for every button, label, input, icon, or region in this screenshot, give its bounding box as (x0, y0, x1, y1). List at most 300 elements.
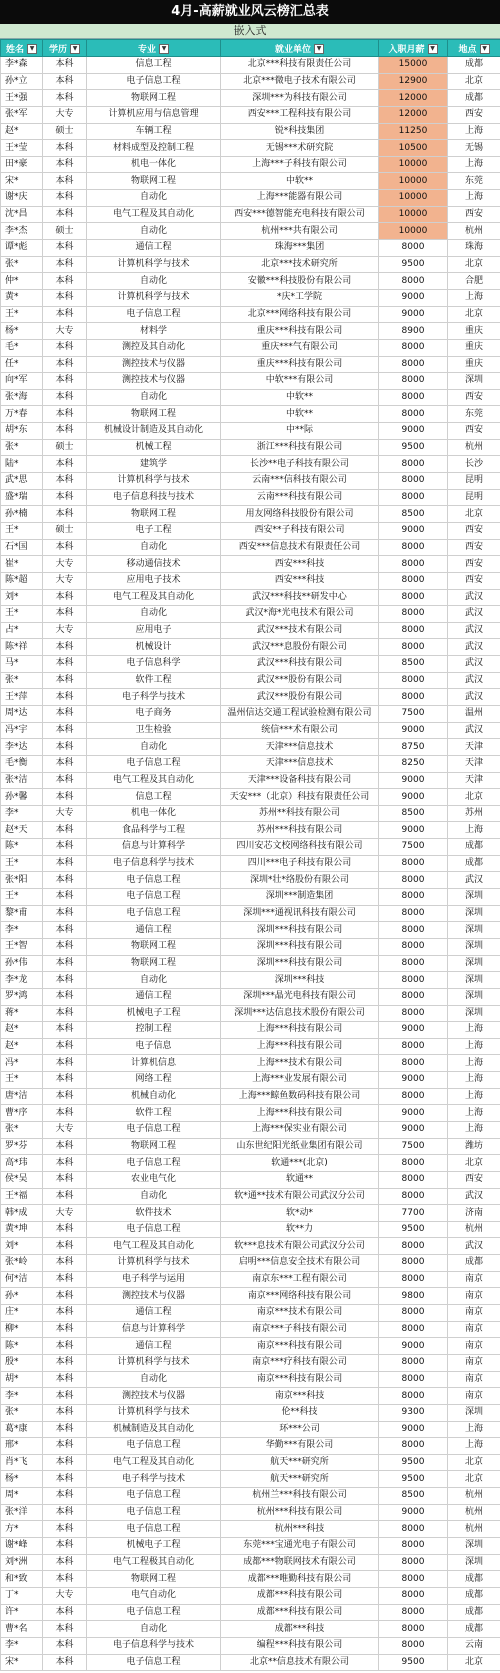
name-cell[interactable]: 王* (1, 522, 43, 539)
major-cell[interactable]: 电子信息工程 (87, 1504, 221, 1521)
degree-cell[interactable]: 本科 (43, 1305, 87, 1322)
major-cell[interactable]: 软件技术 (87, 1205, 221, 1222)
major-cell[interactable]: 自动化 (87, 1371, 221, 1388)
employer-cell[interactable]: 天津***信息技术 (221, 755, 379, 772)
major-cell[interactable]: 电子信息工程 (87, 1654, 221, 1671)
degree-cell[interactable]: 本科 (43, 1504, 87, 1521)
name-cell[interactable]: 方* (1, 1521, 43, 1538)
salary-cell[interactable]: 8000 (379, 955, 448, 972)
location-cell[interactable]: 上海 (448, 1022, 500, 1039)
degree-cell[interactable]: 本科 (43, 1038, 87, 1055)
salary-cell[interactable]: 15000 (379, 57, 448, 74)
salary-cell[interactable]: 8000 (379, 938, 448, 955)
degree-cell[interactable]: 本科 (43, 57, 87, 74)
salary-cell[interactable]: 9500 (379, 1654, 448, 1671)
employer-cell[interactable]: 南京***科技有限公司 (221, 1338, 379, 1355)
major-cell[interactable]: 测控技术与仪器 (87, 1288, 221, 1305)
degree-cell[interactable]: 本科 (43, 672, 87, 689)
degree-cell[interactable]: 本科 (43, 1321, 87, 1338)
employer-cell[interactable]: 武汉*海*光电技术有限公司 (221, 606, 379, 623)
name-cell[interactable]: 高*玮 (1, 1155, 43, 1172)
employer-cell[interactable]: 锐*科技集团 (221, 123, 379, 140)
salary-cell[interactable]: 8000 (379, 572, 448, 589)
location-cell[interactable]: 杭州 (448, 439, 500, 456)
degree-cell[interactable]: 大专 (43, 805, 87, 822)
name-cell[interactable]: 谢*庆 (1, 190, 43, 207)
name-cell[interactable]: 王* (1, 1072, 43, 1089)
name-cell[interactable]: 陆* (1, 456, 43, 473)
major-cell[interactable]: 计算机科学与技术 (87, 289, 221, 306)
location-cell[interactable]: 北京 (448, 256, 500, 273)
location-cell[interactable]: 杭州 (448, 1221, 500, 1238)
major-cell[interactable]: 电子信息工程 (87, 1604, 221, 1621)
name-cell[interactable]: 张*洁 (1, 772, 43, 789)
header-name[interactable]: 姓名 ▼ (1, 40, 43, 57)
name-cell[interactable]: 黎*甫 (1, 905, 43, 922)
degree-cell[interactable]: 本科 (43, 206, 87, 223)
salary-cell[interactable]: 9300 (379, 1404, 448, 1421)
major-cell[interactable]: 电气工程极其自动化 (87, 1554, 221, 1571)
location-cell[interactable]: 上海 (448, 289, 500, 306)
employer-cell[interactable]: 中**际 (221, 423, 379, 440)
salary-cell[interactable]: 8000 (379, 1171, 448, 1188)
major-cell[interactable]: 通信工程 (87, 1305, 221, 1322)
location-cell[interactable]: 南京 (448, 1271, 500, 1288)
salary-cell[interactable]: 8000 (379, 1238, 448, 1255)
name-cell[interactable]: 胡*东 (1, 423, 43, 440)
employer-cell[interactable]: 武汉***技术有限公司 (221, 622, 379, 639)
degree-cell[interactable]: 本科 (43, 1221, 87, 1238)
employer-cell[interactable]: 西安**子科技有限公司 (221, 522, 379, 539)
name-cell[interactable]: 孙*立 (1, 73, 43, 90)
header-degree[interactable]: 学历 ▼ (43, 40, 87, 57)
location-cell[interactable]: 成都 (448, 1604, 500, 1621)
salary-cell[interactable]: 8000 (379, 922, 448, 939)
degree-cell[interactable]: 本科 (43, 988, 87, 1005)
employer-cell[interactable]: 上海***业发展有限公司 (221, 1072, 379, 1089)
name-cell[interactable]: 和*致 (1, 1571, 43, 1588)
salary-cell[interactable]: 8900 (379, 323, 448, 340)
name-cell[interactable]: 刘* (1, 1238, 43, 1255)
location-cell[interactable]: 西安 (448, 106, 500, 123)
major-cell[interactable]: 机械电子工程 (87, 1005, 221, 1022)
degree-cell[interactable]: 本科 (43, 389, 87, 406)
degree-cell[interactable]: 本科 (43, 789, 87, 806)
name-cell[interactable]: 孙*伟 (1, 955, 43, 972)
major-cell[interactable]: 计算机应用与信息管理 (87, 106, 221, 123)
location-cell[interactable]: 南京 (448, 1305, 500, 1322)
major-cell[interactable]: 电子信息工程 (87, 755, 221, 772)
salary-cell[interactable]: 8000 (379, 489, 448, 506)
major-cell[interactable]: 物联网工程 (87, 938, 221, 955)
degree-cell[interactable]: 大专 (43, 323, 87, 340)
name-cell[interactable]: 李* (1, 1388, 43, 1405)
name-cell[interactable]: 张* (1, 256, 43, 273)
name-cell[interactable]: 殷* (1, 1354, 43, 1371)
name-cell[interactable]: 唐*洁 (1, 1088, 43, 1105)
salary-cell[interactable]: 12000 (379, 106, 448, 123)
employer-cell[interactable]: *庆*工学院 (221, 289, 379, 306)
major-cell[interactable]: 电子信息工程 (87, 1221, 221, 1238)
name-cell[interactable]: 石*国 (1, 539, 43, 556)
employer-cell[interactable]: 南京***科技有限公司 (221, 1371, 379, 1388)
degree-cell[interactable]: 本科 (43, 639, 87, 656)
degree-cell[interactable]: 本科 (43, 1538, 87, 1555)
location-cell[interactable]: 上海 (448, 1438, 500, 1455)
salary-cell[interactable]: 8000 (379, 639, 448, 656)
location-cell[interactable]: 珠海 (448, 240, 500, 257)
degree-cell[interactable]: 本科 (43, 722, 87, 739)
location-cell[interactable]: 上海 (448, 822, 500, 839)
location-cell[interactable]: 深圳 (448, 889, 500, 906)
location-cell[interactable]: 北京 (448, 1654, 500, 1671)
employer-cell[interactable]: 软***息技术有限公司武汉分公司 (221, 1238, 379, 1255)
name-cell[interactable]: 柳* (1, 1321, 43, 1338)
name-cell[interactable]: 罗*芬 (1, 1138, 43, 1155)
location-cell[interactable]: 深圳 (448, 988, 500, 1005)
employer-cell[interactable]: 中软** (221, 406, 379, 423)
location-cell[interactable]: 西安 (448, 539, 500, 556)
employer-cell[interactable]: 安徽***科技股份有限公司 (221, 273, 379, 290)
salary-cell[interactable]: 7700 (379, 1205, 448, 1222)
location-cell[interactable]: 深圳 (448, 938, 500, 955)
major-cell[interactable]: 自动化 (87, 1621, 221, 1638)
name-cell[interactable]: 李* (1, 1637, 43, 1654)
header-major[interactable]: 专业 ▼ (87, 40, 221, 57)
major-cell[interactable]: 计算机科学与技术 (87, 1354, 221, 1371)
employer-cell[interactable]: 武汉***息股份有限公司 (221, 639, 379, 656)
major-cell[interactable]: 软件工程 (87, 672, 221, 689)
degree-cell[interactable]: 大专 (43, 1587, 87, 1604)
major-cell[interactable]: 自动化 (87, 539, 221, 556)
name-cell[interactable]: 王* (1, 306, 43, 323)
location-cell[interactable]: 西安 (448, 206, 500, 223)
salary-cell[interactable]: 8000 (379, 1088, 448, 1105)
location-cell[interactable]: 南京 (448, 1288, 500, 1305)
location-cell[interactable]: 潍坊 (448, 1138, 500, 1155)
degree-cell[interactable]: 本科 (43, 689, 87, 706)
location-cell[interactable]: 北京 (448, 1471, 500, 1488)
major-cell[interactable]: 机电一体化 (87, 805, 221, 822)
salary-cell[interactable]: 8000 (379, 1554, 448, 1571)
name-cell[interactable]: 陈* (1, 1338, 43, 1355)
major-cell[interactable]: 机械电子工程 (87, 1538, 221, 1555)
degree-cell[interactable]: 本科 (43, 156, 87, 173)
employer-cell[interactable]: 南京东***工程有限公司 (221, 1271, 379, 1288)
location-cell[interactable]: 武汉 (448, 622, 500, 639)
major-cell[interactable]: 机械设计 (87, 639, 221, 656)
degree-cell[interactable]: 本科 (43, 1072, 87, 1089)
location-cell[interactable]: 重庆 (448, 356, 500, 373)
employer-cell[interactable]: 南京***网络科技有限公司 (221, 1288, 379, 1305)
degree-cell[interactable]: 大专 (43, 106, 87, 123)
salary-cell[interactable]: 10000 (379, 190, 448, 207)
employer-cell[interactable]: 航天***研究所 (221, 1454, 379, 1471)
location-cell[interactable]: 上海 (448, 190, 500, 207)
degree-cell[interactable]: 本科 (43, 406, 87, 423)
degree-cell[interactable]: 硕士 (43, 223, 87, 240)
employer-cell[interactable]: 上海***技术有限公司 (221, 1055, 379, 1072)
name-cell[interactable]: 冯*宇 (1, 722, 43, 739)
salary-cell[interactable]: 7500 (379, 839, 448, 856)
salary-cell[interactable]: 8000 (379, 1055, 448, 1072)
degree-cell[interactable]: 本科 (43, 972, 87, 989)
salary-cell[interactable]: 10500 (379, 140, 448, 157)
location-cell[interactable]: 深圳 (448, 1005, 500, 1022)
location-cell[interactable]: 武汉 (448, 872, 500, 889)
name-cell[interactable]: 黄* (1, 289, 43, 306)
employer-cell[interactable]: 山东世纪阳光纸业集团有限公司 (221, 1138, 379, 1155)
location-cell[interactable]: 成都 (448, 1571, 500, 1588)
salary-cell[interactable]: 8000 (379, 905, 448, 922)
salary-cell[interactable]: 7500 (379, 705, 448, 722)
salary-cell[interactable]: 8000 (379, 556, 448, 573)
major-cell[interactable]: 电子科学与运用 (87, 1271, 221, 1288)
salary-cell[interactable]: 8000 (379, 1371, 448, 1388)
employer-cell[interactable]: 成都***科技有限公司 (221, 1587, 379, 1604)
name-cell[interactable]: 沈*昌 (1, 206, 43, 223)
location-cell[interactable]: 西安 (448, 389, 500, 406)
degree-cell[interactable]: 本科 (43, 822, 87, 839)
salary-cell[interactable]: 8000 (379, 1155, 448, 1172)
employer-cell[interactable]: 上海***子科技有限公司 (221, 156, 379, 173)
degree-cell[interactable]: 本科 (43, 1571, 87, 1588)
degree-cell[interactable]: 硕士 (43, 522, 87, 539)
major-cell[interactable]: 电子信息工程 (87, 1155, 221, 1172)
location-cell[interactable]: 成都 (448, 57, 500, 74)
name-cell[interactable]: 宋* (1, 1654, 43, 1671)
degree-cell[interactable]: 本科 (43, 889, 87, 906)
major-cell[interactable]: 材料成型及控制工程 (87, 140, 221, 157)
employer-cell[interactable]: 编程***科技有限公司 (221, 1637, 379, 1654)
name-cell[interactable]: 王* (1, 606, 43, 623)
degree-cell[interactable]: 本科 (43, 739, 87, 756)
major-cell[interactable]: 物联网工程 (87, 1571, 221, 1588)
employer-cell[interactable]: 成都***科技 (221, 1621, 379, 1638)
degree-cell[interactable]: 本科 (43, 1138, 87, 1155)
salary-cell[interactable]: 8000 (379, 1321, 448, 1338)
location-cell[interactable]: 北京 (448, 506, 500, 523)
location-cell[interactable]: 深圳 (448, 373, 500, 390)
employer-cell[interactable]: 杭州***科技有限公司 (221, 1504, 379, 1521)
major-cell[interactable]: 电子信息科学 (87, 656, 221, 673)
salary-cell[interactable]: 9000 (379, 822, 448, 839)
location-cell[interactable]: 西安 (448, 556, 500, 573)
location-cell[interactable]: 成都 (448, 1621, 500, 1638)
name-cell[interactable]: 邢* (1, 1438, 43, 1455)
degree-cell[interactable]: 本科 (43, 173, 87, 190)
name-cell[interactable]: 张*军 (1, 106, 43, 123)
employer-cell[interactable]: 西安***信息技术有限责任公司 (221, 539, 379, 556)
location-cell[interactable]: 武汉 (448, 689, 500, 706)
salary-cell[interactable]: 8000 (379, 240, 448, 257)
location-cell[interactable]: 杭州 (448, 1488, 500, 1505)
name-cell[interactable]: 张* (1, 439, 43, 456)
major-cell[interactable]: 电气工程及其自动化 (87, 1454, 221, 1471)
major-cell[interactable]: 计算机科学与技术 (87, 473, 221, 490)
degree-cell[interactable]: 本科 (43, 423, 87, 440)
degree-cell[interactable]: 本科 (43, 905, 87, 922)
name-cell[interactable]: 赵* (1, 1038, 43, 1055)
salary-cell[interactable]: 8500 (379, 656, 448, 673)
location-cell[interactable]: 深圳 (448, 1404, 500, 1421)
salary-cell[interactable]: 9500 (379, 1221, 448, 1238)
employer-cell[interactable]: 中软** (221, 173, 379, 190)
degree-cell[interactable]: 本科 (43, 922, 87, 939)
major-cell[interactable]: 计算机科学与技术 (87, 1255, 221, 1272)
salary-cell[interactable]: 12900 (379, 73, 448, 90)
degree-cell[interactable]: 本科 (43, 1488, 87, 1505)
degree-cell[interactable]: 本科 (43, 1155, 87, 1172)
degree-cell[interactable]: 本科 (43, 1554, 87, 1571)
major-cell[interactable]: 物联网工程 (87, 1138, 221, 1155)
degree-cell[interactable]: 大专 (43, 1205, 87, 1222)
location-cell[interactable]: 南京 (448, 1388, 500, 1405)
degree-cell[interactable]: 本科 (43, 855, 87, 872)
name-cell[interactable]: 任* (1, 356, 43, 373)
location-cell[interactable]: 深圳 (448, 905, 500, 922)
name-cell[interactable]: 张* (1, 1122, 43, 1139)
name-cell[interactable]: 李* (1, 922, 43, 939)
location-cell[interactable]: 深圳 (448, 922, 500, 939)
employer-cell[interactable]: 北京***微电子技术有限公司 (221, 73, 379, 90)
employer-cell[interactable]: 成都***物联网技术有限公司 (221, 1554, 379, 1571)
employer-cell[interactable]: 云南***科技有限公司 (221, 489, 379, 506)
location-cell[interactable]: 深圳 (448, 1538, 500, 1555)
salary-cell[interactable]: 8500 (379, 1488, 448, 1505)
degree-cell[interactable]: 本科 (43, 1188, 87, 1205)
degree-cell[interactable]: 本科 (43, 1471, 87, 1488)
name-cell[interactable]: 黄*坤 (1, 1221, 43, 1238)
major-cell[interactable]: 机械设计制造及其自动化 (87, 423, 221, 440)
degree-cell[interactable]: 本科 (43, 1637, 87, 1654)
location-cell[interactable]: 北京 (448, 789, 500, 806)
major-cell[interactable]: 电子信息工程 (87, 1438, 221, 1455)
name-cell[interactable]: 杨* (1, 1471, 43, 1488)
employer-cell[interactable]: 重庆***气有限公司 (221, 339, 379, 356)
name-cell[interactable]: 何*洁 (1, 1271, 43, 1288)
employer-cell[interactable]: 上海***保实业有限公司 (221, 1122, 379, 1139)
salary-cell[interactable]: 10000 (379, 156, 448, 173)
salary-cell[interactable]: 10000 (379, 223, 448, 240)
employer-cell[interactable]: 深圳***科技 (221, 972, 379, 989)
employer-cell[interactable]: 深圳***达信息技术股份有限公司 (221, 1005, 379, 1022)
name-cell[interactable]: 崔* (1, 556, 43, 573)
employer-cell[interactable]: 武汉***股份有限公司 (221, 689, 379, 706)
major-cell[interactable]: 电子信息工程 (87, 1488, 221, 1505)
employer-cell[interactable]: 南京***疗科技有限公司 (221, 1354, 379, 1371)
degree-cell[interactable]: 本科 (43, 839, 87, 856)
name-cell[interactable]: 盛*瑞 (1, 489, 43, 506)
employer-cell[interactable]: 软通** (221, 1171, 379, 1188)
name-cell[interactable]: 田*豪 (1, 156, 43, 173)
major-cell[interactable]: 材料学 (87, 323, 221, 340)
degree-cell[interactable]: 本科 (43, 1338, 87, 1355)
employer-cell[interactable]: 软*通**技术有限公司武汉分公司 (221, 1188, 379, 1205)
salary-cell[interactable]: 8000 (379, 988, 448, 1005)
major-cell[interactable]: 电子信息科学与技术 (87, 855, 221, 872)
employer-cell[interactable]: 上海***科技有限公司 (221, 1038, 379, 1055)
employer-cell[interactable]: 杭州***共有限公司 (221, 223, 379, 240)
employer-cell[interactable]: 杭州***科技 (221, 1521, 379, 1538)
name-cell[interactable]: 陈*超 (1, 572, 43, 589)
salary-cell[interactable]: 8000 (379, 1038, 448, 1055)
salary-cell[interactable]: 8000 (379, 456, 448, 473)
degree-cell[interactable]: 本科 (43, 872, 87, 889)
location-cell[interactable]: 北京 (448, 306, 500, 323)
name-cell[interactable]: 庄* (1, 1305, 43, 1322)
employer-cell[interactable]: 武汉***科技**研发中心 (221, 589, 379, 606)
employer-cell[interactable]: 启明***信息安全技术有限公司 (221, 1255, 379, 1272)
location-cell[interactable]: 杭州 (448, 1504, 500, 1521)
degree-cell[interactable]: 本科 (43, 1438, 87, 1455)
salary-cell[interactable]: 8750 (379, 739, 448, 756)
location-cell[interactable]: 天津 (448, 772, 500, 789)
name-cell[interactable]: 孙*楠 (1, 506, 43, 523)
major-cell[interactable]: 信息与计算科学 (87, 1321, 221, 1338)
name-cell[interactable]: 李*达 (1, 739, 43, 756)
name-cell[interactable]: 刘*洲 (1, 1554, 43, 1571)
degree-cell[interactable]: 本科 (43, 705, 87, 722)
major-cell[interactable]: 电子科学与技术 (87, 1471, 221, 1488)
degree-cell[interactable]: 本科 (43, 938, 87, 955)
employer-cell[interactable]: 伦**科技 (221, 1404, 379, 1421)
salary-cell[interactable]: 8000 (379, 1621, 448, 1638)
employer-cell[interactable]: 北京***技术研究所 (221, 256, 379, 273)
employer-cell[interactable]: 重庆***科技有限公司 (221, 323, 379, 340)
major-cell[interactable]: 电子信息工程 (87, 1122, 221, 1139)
major-cell[interactable]: 电气工程及其自动化 (87, 1238, 221, 1255)
employer-cell[interactable]: 苏州**科技有限公司 (221, 805, 379, 822)
major-cell[interactable]: 物联网工程 (87, 90, 221, 107)
salary-cell[interactable]: 9000 (379, 522, 448, 539)
employer-cell[interactable]: 天津***信息技术 (221, 739, 379, 756)
name-cell[interactable]: 万*春 (1, 406, 43, 423)
filter-dropdown-icon[interactable]: ▼ (27, 44, 37, 54)
salary-cell[interactable]: 8000 (379, 373, 448, 390)
degree-cell[interactable]: 本科 (43, 240, 87, 257)
location-cell[interactable]: 上海 (448, 1088, 500, 1105)
major-cell[interactable]: 自动化 (87, 1188, 221, 1205)
salary-cell[interactable]: 8000 (379, 889, 448, 906)
name-cell[interactable]: 曹*名 (1, 1621, 43, 1638)
location-cell[interactable]: 天津 (448, 755, 500, 772)
degree-cell[interactable]: 本科 (43, 1621, 87, 1638)
employer-cell[interactable]: 南京***科技 (221, 1388, 379, 1405)
degree-cell[interactable]: 本科 (43, 1171, 87, 1188)
employer-cell[interactable]: 航天***研究所 (221, 1471, 379, 1488)
salary-cell[interactable]: 8000 (379, 1571, 448, 1588)
degree-cell[interactable]: 本科 (43, 772, 87, 789)
major-cell[interactable]: 测控技术与仪器 (87, 356, 221, 373)
employer-cell[interactable]: 南京***子科技有限公司 (221, 1321, 379, 1338)
degree-cell[interactable]: 大专 (43, 572, 87, 589)
location-cell[interactable]: 武汉 (448, 639, 500, 656)
name-cell[interactable]: 肖*飞 (1, 1454, 43, 1471)
location-cell[interactable]: 重庆 (448, 339, 500, 356)
major-cell[interactable]: 电气自动化 (87, 1587, 221, 1604)
salary-cell[interactable]: 9000 (379, 1072, 448, 1089)
major-cell[interactable]: 电子信息工程 (87, 872, 221, 889)
name-cell[interactable]: 杨* (1, 323, 43, 340)
location-cell[interactable]: 武汉 (448, 606, 500, 623)
salary-cell[interactable]: 9000 (379, 1421, 448, 1438)
location-cell[interactable]: 武汉 (448, 722, 500, 739)
degree-cell[interactable]: 本科 (43, 73, 87, 90)
location-cell[interactable]: 深圳 (448, 1554, 500, 1571)
major-cell[interactable]: 物联网工程 (87, 173, 221, 190)
location-cell[interactable]: 上海 (448, 123, 500, 140)
